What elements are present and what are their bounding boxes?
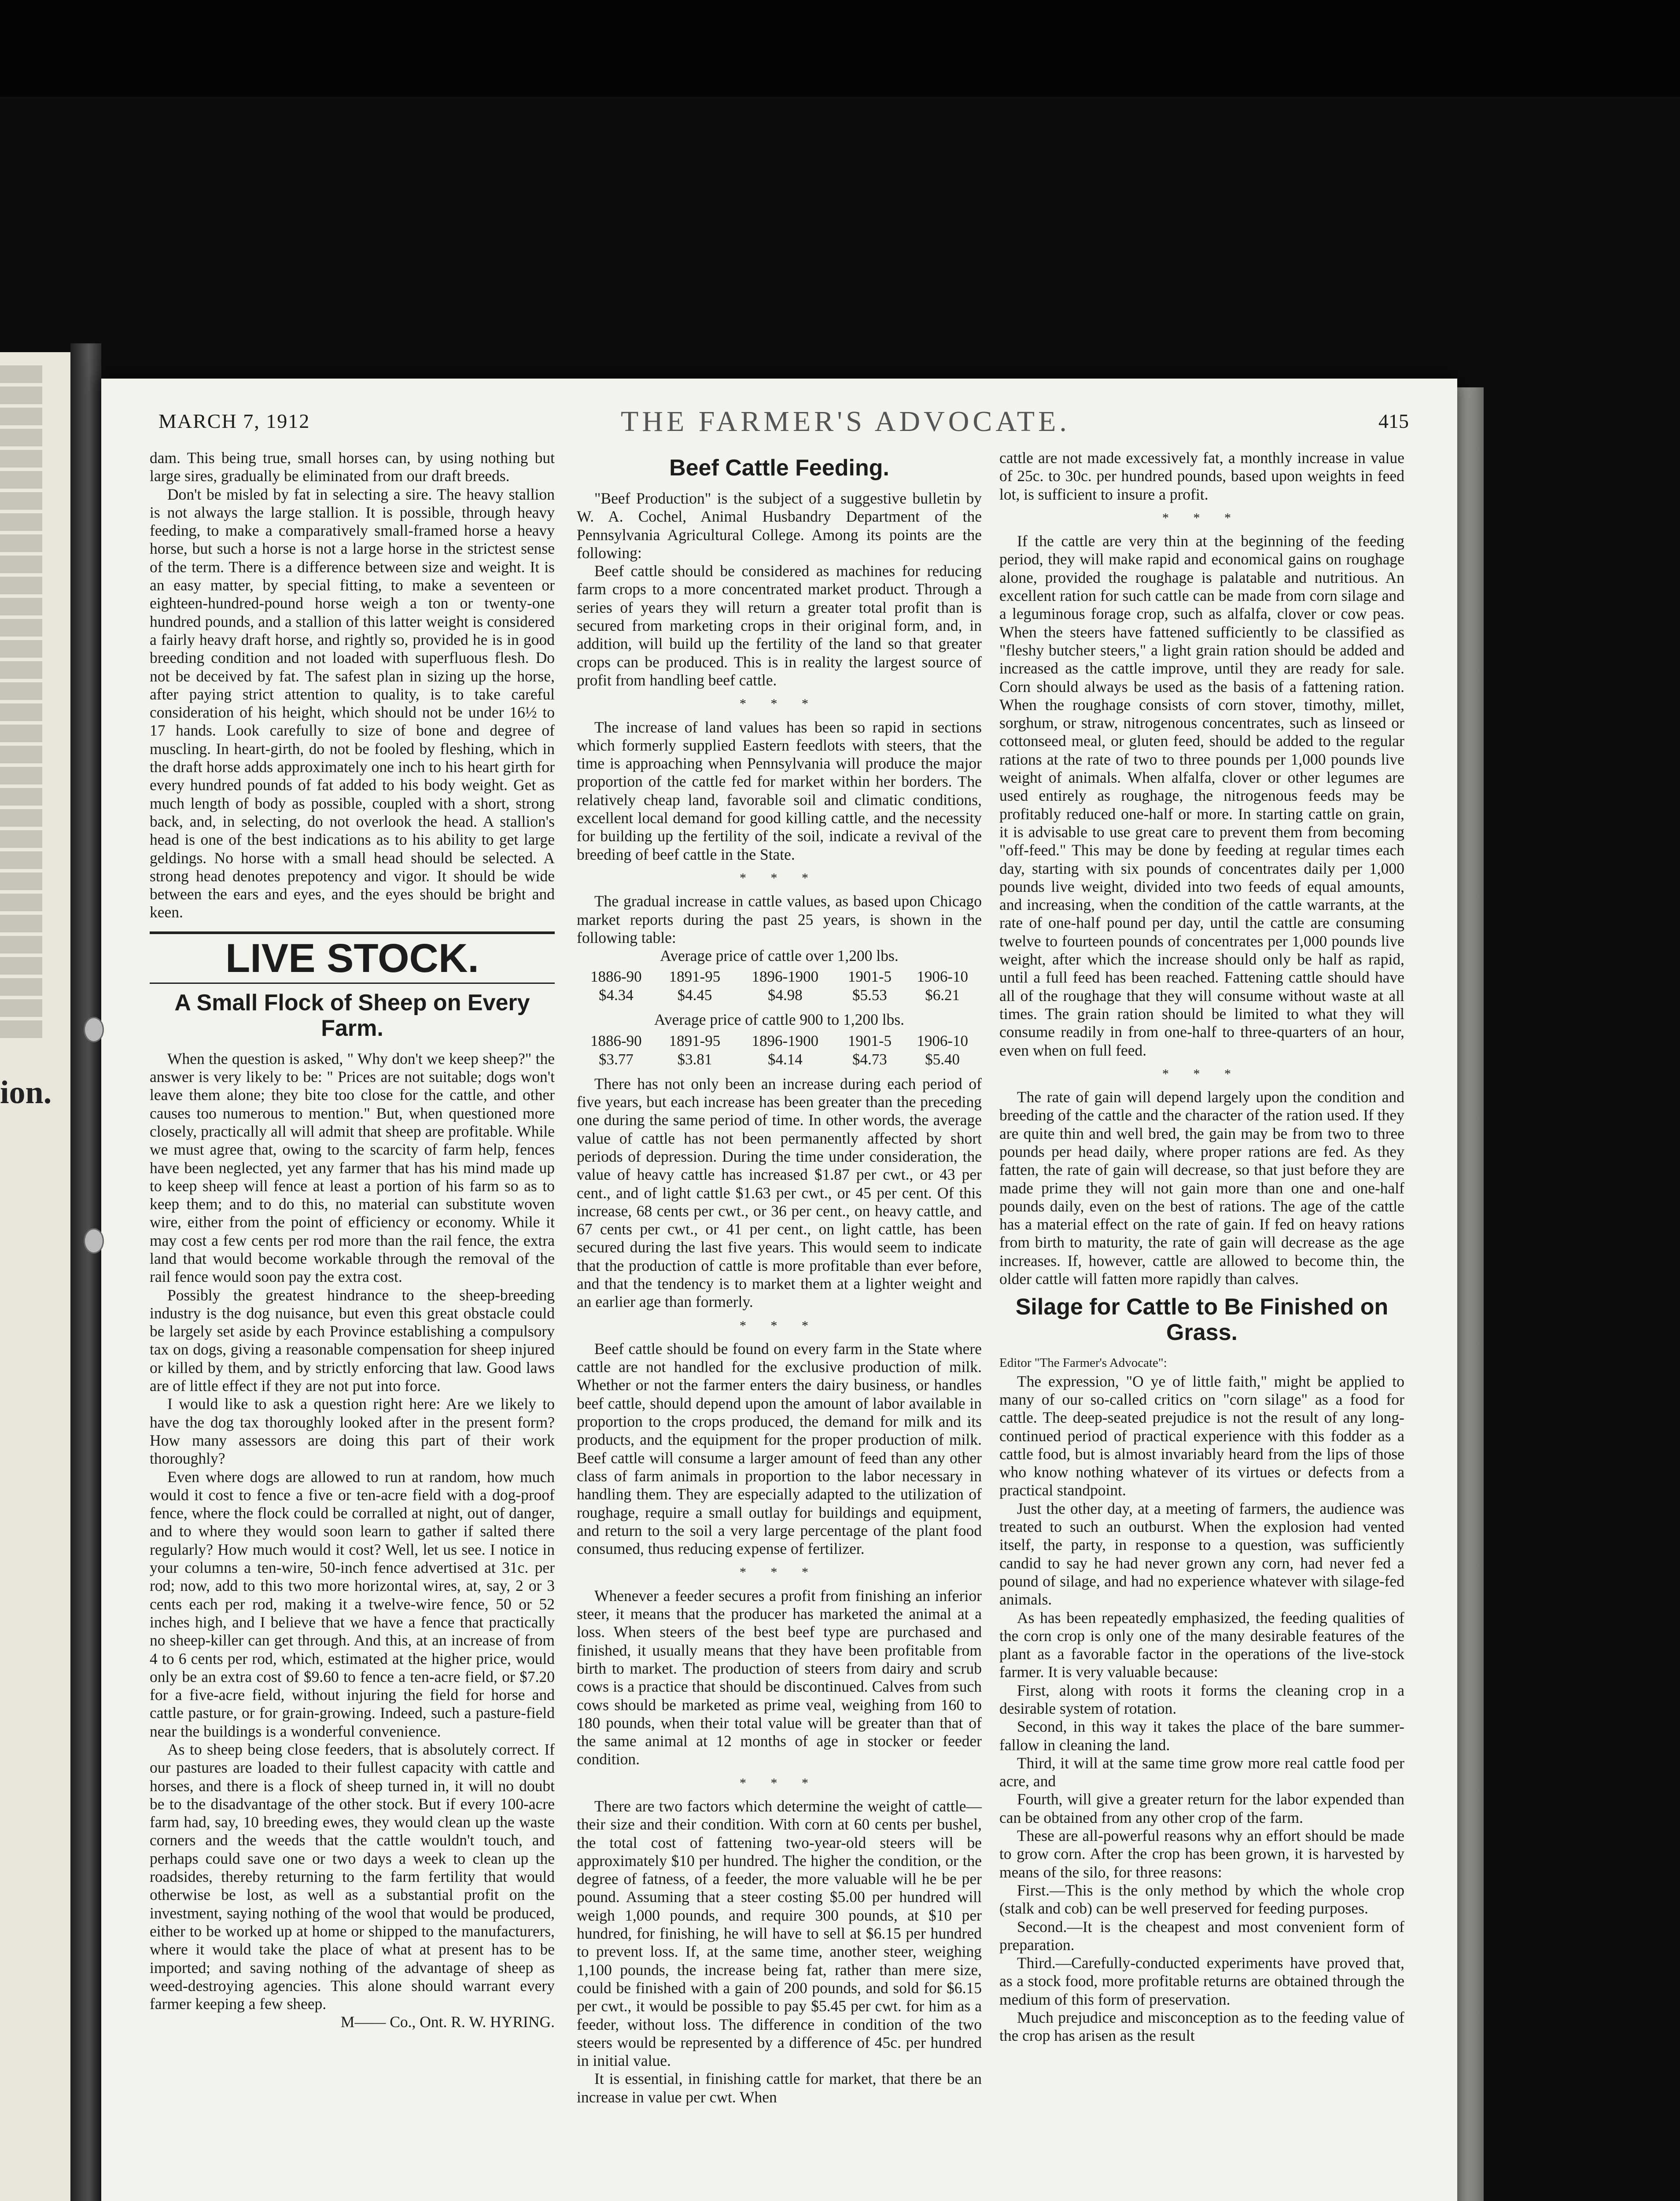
film-strip-top: [0, 0, 1680, 97]
page-number: 415: [1378, 410, 1409, 432]
article-text: As has been repeatedly emphasized, the feeding qualities of the corn crop is only one of the many desirable features of the plant as a favorable factor in the operations of the live-stock farmer. It is very valuable because:: [999, 1608, 1404, 1681]
table-row: [577, 1050, 982, 1069]
table-cell: $5.53: [852, 986, 887, 1004]
table-cell: 1906-10: [917, 1032, 968, 1049]
price-table-heavy: [577, 968, 982, 1005]
issue-date: MARCH 7, 1912: [158, 410, 310, 432]
table-cell: 1906-10: [917, 968, 968, 986]
table-cell: 1891-95: [669, 1032, 721, 1049]
previous-page-text: [0, 365, 70, 1042]
article-text: It is essential, in finishing cattle for market, that there be an increase in value per cwt. When: [577, 2070, 982, 2106]
article-text: Beef cattle should be found on every farm in the State where cattle are not handled for the exclusive production of milk. Whether or not the farmer enters the dairy business, or handles beef cattle, should depend upon the amount of labor available in proportion to the crops produced, the demand for milk and its products, and the equipment for the proper production of milk. Beef cattle will consume a larger amount of feed than any other class of farm animals in proportion to the labor necessary in handling them. They are especially adapted to the utilization of roughage, require a small outlay for buildings and equipment, and return to the soil a very large percentage of the plant food consumed, thus reducing expense of fertilizer.: [577, 1340, 982, 1558]
table-cell: $3.81: [677, 1050, 712, 1068]
article-text: There has not only been an increase during each period of five years, but each increase has been greater than the preceding one during the same period of time. In other words, the average value of cattle has not been permanently affected by short periods of depression. During the time under consideration, the value of heavy cattle has increased $1.87 per cwt., or 43 per cent., and of light cattle $1.63 per cwt., or 45 per cent. Of this increase, 68 cents per cwt., or 36 per cent., on heavy cattle, and 67 cents per cwt., or 41 per cent., on light cattle, has been secured during the last five years. This would seem to indicate that the production of cattle is more profitable than ever before, and that the tendency is to market them at a lighter weight and an earlier age than formerly.: [577, 1075, 982, 1311]
article-text: As to sheep being close feeders, that is absolutely correct. If our pastures are loaded to their fullest capacity with cattle and horses, and there is a flock of sheep turned in, it will no doubt be to the disadvantage of the other stock. But if every 100-acre farm had, say, 10 breeding ewes, they would clean up the waste corners and the weeds that the cattle wouldn't touch, and perhaps could save one or two days a week to clean up the roadsides, thereby returning to the farm fertility that would otherwise be lost, as well as a substantial profit on the investment, saying nothing of the wool that would be produced, either to be worked up at home or shipped to the manufacturers, where it would take the place of what at present has to be imported; and saving nothing of the advantage of sheep as weed-destroying agencies. This alone should warrant every farmer keeping a few sheep.: [150, 1741, 555, 2013]
column-3: [999, 449, 1404, 2045]
table-cell: 1886-90: [590, 968, 642, 986]
table-cell: $4.98: [767, 986, 803, 1004]
article-text: Beef cattle should be considered as machines for reducing farm crops to a more concentrated market product. Through a series of years they will return a greater total profit than is secured from marketing crops in their original form, and, in addition, will build up the fertility of the land so that greater crops can be produced. This is in reality the largest source of profit from handling beef cattle.: [577, 562, 982, 689]
article-text: Even where dogs are allowed to run at random, how much would it cost to fence a five or ten-acre field with a dog-proof fence, where the flock could be corralled at night, out of danger, and to where they would soon learn to gather if salted there regularly? How much would it cost? Well, let us see. I notice in your columns a ten-wire, 50-inch fence advertised at 31c. per rod; now, add to this two more horizontal wires, at, say, 2 or 3 cents each per rod, making it a twelve-wire fence, 50 or 52 inches high, and I believe that we have a fence that practically no sheep-killer can get through. And this, at an increase of from 4 to 6 cents per rod, which, estimated at the higher price, would only be an extra cost of $9.60 to fence a ten-acre field, or $7.20 for a five-acre field, without injuring the field for horse and cattle pasture, or for grain-growing. Indeed, such a pasture-field near the buildings is a wonderful convenience.: [150, 1468, 555, 1740]
article-text: Fourth, will give a greater return for the labor expended than can be obtained from any other crop of the farm.: [999, 1790, 1404, 1826]
table-cell: 1886-90: [590, 1032, 642, 1049]
article-headline: Beef Cattle Feeding.: [669, 455, 889, 481]
previous-page-edge: [0, 352, 70, 2201]
article-text: "Beef Production" is the subject of a suggestive bulletin by W. A. Cochel, Animal Husbandry Department of the Pennsylvania Agricultural College. Among its points are the following:: [577, 490, 982, 562]
article-text: Possibly the greatest hindrance to the sheep-breeding industry is the dog nuisance, but even this great obstacle could be largely set aside by each Province establishing a compulsory tax on dogs, giving a reasonable compensation for sheep injured or killed by them, and by strictly enforcing that law. Good laws are of little effect if they are not put into force.: [150, 1286, 555, 1395]
article-text: Whenever a feeder secures a profit from finishing an inferior steer, it means that the producer has marketed the animal at a loss. When steers of the best beef type are purchased and finished, it usually means that they have been profitable from birth to market. The production of steers from dairy and scrub cows is a practice that should be discontinued. Calves from such cows should be marketed as prime veal, weighing from 160 to 180 pounds, when their total value will be greater than that of the same animal at 12 months of age in stocker or feeder condition.: [577, 1586, 982, 1768]
table-cell: 1896-1900: [752, 1032, 819, 1049]
previous-page-heading: ion.: [0, 1075, 52, 1111]
binding-hole: [84, 1017, 104, 1042]
page-edge: [1457, 387, 1484, 2201]
article-text: Second.—It is the cheapest and most convenient form of preparation.: [999, 1918, 1404, 1954]
article-text: These are all-powerful reasons why an effort should be made to grow corn. After the crop has been grown, it is harvested by means of the silo, for three reasons:: [999, 1827, 1404, 1881]
column-1: [150, 449, 555, 2032]
author-signature: M—— Co., Ont. R. W. HYRING.: [340, 2013, 555, 2031]
table-cell: 1901-5: [847, 1032, 892, 1049]
article-text: The gradual increase in cattle values, as based upon Chicago market reports during the past 25 years, is shown in the following table:: [577, 892, 982, 946]
article-text: Much prejudice and misconception as to the feeding value of the crop has arisen as the result: [999, 2009, 1404, 2045]
table-cell: 1896-1900: [752, 968, 819, 986]
article-headline: Silage for Cattle to Be Finished on Grass.: [1015, 1294, 1389, 1346]
publication-title: THE FARMER'S ADVOCATE.: [621, 405, 1070, 438]
price-table-light: [577, 1032, 982, 1069]
article-text: The increase of land values has been so rapid in sections which formerly supplied Eastern feedlots with steers, that the time is approaching when Pennsylvania will produce the major proportion of the cattle fed for market within her borders. The relatively cheap land, favorable soil and climatic conditions, excellent local demand for good killing cattle, and the necessity for building up the fertility of the soil, indicate a revival of the breeding of beef cattle in the State.: [577, 718, 982, 863]
table-caption: Average price of cattle 900 to 1,200 lbs.: [654, 1011, 905, 1029]
section-divider: * * *: [740, 1565, 819, 1580]
section-divider: * * *: [740, 1775, 819, 1790]
article-headline: A Small Flock of Sheep on Every Farm.: [174, 990, 530, 1041]
table-cell: $4.45: [677, 986, 712, 1004]
article-text: When the question is asked, " Why don't we keep sheep?" the answer is very likely to be: " Prices are not suitable; dogs won't leave them alone; they bite too close for the cattle, and other causes too numerous to mention." But, when questioned more closely, practically all will admit that sheep are profitable. While we must agree that, owing to the scarcity of farm help, fences have been neglected, yet any farmer that has his mind made up to keep sheep will fence at least a portion of his farm so as to keep them; and to do this, no material can substitute woven wire, either from the point of efficiency or economy. While it may cost a few cents per rod more than the rail fence, the extra land that would become workable through the removal of the rail fence would soon pay the extra cost.: [150, 1049, 555, 1286]
article-text: There are two factors which determine the weight of cattle—their size and their condition. With corn at 60 cents per bushel, the total cost of fattening two-year-old steers will be approximately $10 per hundred. The higher the condition, or the degree of fatness, of a feeder, the more valuable will he be per pound. Assuming that a steer costing $5.00 per hundred will weigh 1,000 pounds, and require 300 pounds, at $10 per hundred, for finishing, he will have to sell at $6.15 per hundred to prevent loss. If, at the same time, another steer, weighing 1,100 pounds, the increase being fat, rather than mere size, could be finished with a gain of 200 pounds, and sold for $6.15 per cwt., it would be possible to pay $5.45 per cwt. for him as a feeder, without loss. The difference in condition of the two steers would be represented by a difference of 45c. per hundred in initial value.: [577, 1797, 982, 2070]
article-text: First.—This is the only method by which the whole crop (stalk and cob) can be well preserved for feeding purposes.: [999, 1881, 1404, 1918]
section-divider: * * *: [1162, 1066, 1242, 1081]
article-text: The rate of gain will depend largely upon the condition and breeding of the cattle and the character of the ration used. If they are quite thin and well bred, the gain may be from two to three pounds per head daily, where proper rations are fed. As they fatten, the rate of gain will decrease, so that just before they are made prime they will not gain more than one and one-half pounds daily, even on the best of rations. The age of the cattle has a material effect on the rate of gain. If fed on heavy rations from birth to maturity, the rate of gain will decrease as the age increases. If, however, cattle are allowed to become thin, the older cattle will fatten more rapidly than calves.: [999, 1088, 1404, 1288]
table-row: [577, 986, 982, 1005]
article-text: Third, it will at the same time grow more real cattle food per acre, and: [999, 1754, 1404, 1790]
table-cell: 1901-5: [847, 968, 892, 986]
table-row: [577, 968, 982, 986]
article-text: Second, in this way it takes the place of the bare summer-fallow in cleaning the land.: [999, 1718, 1404, 1754]
page-header: [158, 405, 1409, 440]
column-2: [577, 449, 982, 2106]
article-text: I would like to ask a question right here: Are we likely to have the dog tax thoroughly looked after in the present form? How many assessors are doing this part of their work thoroughly?: [150, 1395, 555, 1468]
table-cell: $3.77: [598, 1050, 634, 1068]
section-divider: * * *: [740, 696, 819, 711]
article-text: The expression, "O ye of little faith," might be applied to many of our so-called critics on "corn silage" as a food for cattle. The deep-seated prejudice is not the result of any long-continued period of practical experience with this fodder as a cattle food, but is almost invariably heard from the lips of those who know nothing whatever of its virtues or defects from a practical standpoint.: [999, 1372, 1404, 1499]
binding-hole: [84, 1228, 104, 1254]
article-text: Don't be misled by fat in selecting a sire. The heavy stallion is not always the large stallion. It is possible, through heavy feeding, to make a comparatively small-framed horse a heavy horse, but such a horse is not a large horse in the strictest sense of the term. There is a difference between size and weight. It is an easy matter, by special fitting, to make a seventeen or eighteen-hundred-pound horse weigh a ton or twenty-one hundred pounds, and a stallion of this latter weight is considered a fairly heavy draft horse, and rightly so, provided he is in good breeding condition and not loaded with superfluous flesh. Do not be deceived by fat. The safest plan in sizing up the horse, after paying strict attention to quality, is to take careful consideration of his height, which should not be under 16½ to 17 hands. Look carefully to size of bone and degree of muscling. In heart-girth, do not be fooled by fleshing, which in the draft horse adds approximately one inch to his heart girth for every hundred pounds of fat added to his body weight. Get as much length of body as possible, coupled with a short, strong back, and, in selecting, do not overlook the head. A stallion's head is one of the best indications as to his ability to get large geldings. No horse with a small head should be selected. A strong head denotes prepotency and vigor. It should be wide between the ears and eyes, and the eyes should be bright and keen.: [150, 485, 555, 921]
article-text: dam. This being true, small horses can, by using nothing but large sires, gradually be eliminated from our draft breeds.: [150, 449, 555, 485]
section-divider: * * *: [1162, 510, 1242, 525]
table-cell: $4.34: [598, 986, 634, 1004]
section-divider: * * *: [740, 1318, 819, 1333]
section-heading: LIVE STOCK.: [150, 931, 555, 984]
table-cell: 1891-95: [669, 968, 721, 986]
table-caption: Average price of cattle over 1,200 lbs.: [660, 947, 899, 965]
article-text: If the cattle are very thin at the beginning of the feeding period, they will make rapid and economical gains on roughage alone, provided the roughage is palatable and nutritious. An excellent ration for such cattle can be made from corn silage and a leguminous forage crop, such as alfalfa, clover or cow peas. When the steers have fattened sufficiently to be classified as "fleshy butcher steers," a light grain ration should be added and increased as the cattle improve, until they are ready for sale. Corn should always be used as the basis of a fattening ration. When the roughage consists of corn stover, timothy, millet, sorghum, or straw, nitrogenous concentrates, such as linseed or cottonseed meal, or gluten feed, should be added to the regular rations at the rate of two to three pounds per 1,000 pounds live weight of animals. When alfalfa, clover or other legumes are used entirely as roughage, the nitrogenous feeds may be profitably reduced one-half or more. In starting cattle on grain, it is advisable to use great care to prevent them from becoming "off-feed." This may be done by feeding at regular times each day, starting with six pounds of concentrates daily per 1,000 pounds live weight, divided into two feeds of equal amounts, and increasing, when the condition of the cattle warrants, at the rate of one-half pound per day, until the cattle are consuming twelve to fourteen pounds of concentrates per 1,000 pounds live weight, after which the increase should only be half as rapid, until a full feed has been reached. Fattening cattle should have all of the roughage that they will consume without waste at all times. The grain ration should be limited to what they will consume readily in from one-half to three-quarters of an hour, even when on full feed.: [999, 532, 1404, 1059]
table-cell: $5.40: [925, 1050, 960, 1068]
table-cell: $4.73: [852, 1050, 887, 1068]
article-text: First, along with roots it forms the cleaning crop in a desirable system of rotation.: [999, 1681, 1404, 1717]
binding-shadow: [70, 343, 101, 2201]
article-text: Third.—Carefully-conducted experiments have proved that, as a stock food, more profitable returns are obtained through the medium of this form of preservation.: [999, 1954, 1404, 2008]
article-text: Just the other day, at a meeting of farmers, the audience was treated to such an outburst. When the explosion had vented itself, the party, in response to a question, was sufficiently candid to say he had never grown any corn, had never fed a pound of silage, and had no experience whatever with silage-fed animals.: [999, 1499, 1404, 1608]
table-cell: $4.14: [767, 1050, 803, 1068]
article-text: cattle are not made excessively fat, a monthly increase in value of 25c. to 30c. per hundred pounds, based upon weights in feed lot, is sufficient to insure a profit.: [999, 449, 1404, 503]
section-divider: * * *: [740, 870, 819, 885]
newspaper-page: [101, 379, 1457, 2201]
table-cell: $6.21: [925, 986, 960, 1004]
table-row: [577, 1032, 982, 1050]
editor-salutation: Editor "The Farmer's Advocate":: [999, 1356, 1167, 1370]
